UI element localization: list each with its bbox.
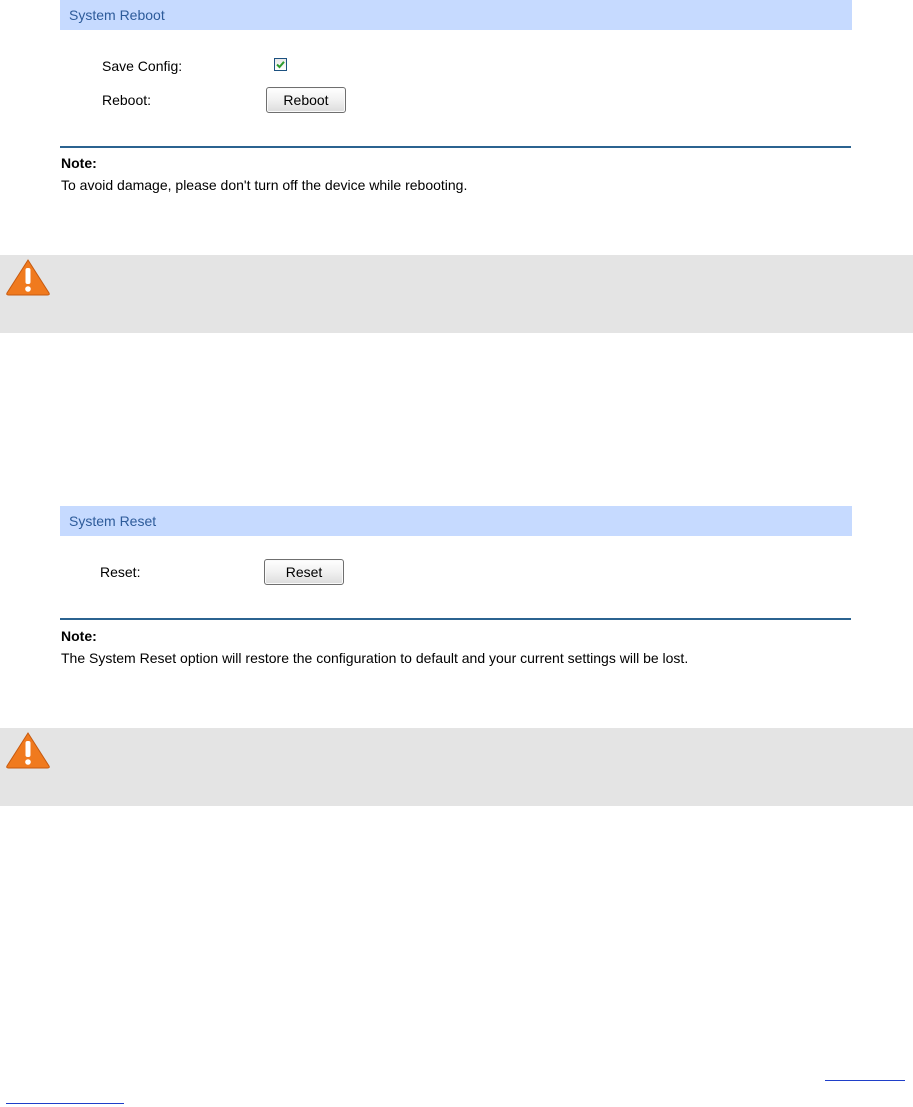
system-reset-header	[60, 506, 852, 536]
reboot-divider	[60, 146, 851, 148]
checkmark-icon	[275, 59, 286, 70]
warning-triangle-icon	[4, 257, 52, 297]
reboot-button[interactable]: Reboot	[266, 87, 346, 113]
reboot-note-title: Note:	[61, 155, 97, 171]
warning-triangle-icon	[4, 730, 52, 770]
system-reboot-header	[60, 0, 852, 30]
reset-note-title: Note:	[61, 628, 97, 644]
reboot-note-text: To avoid damage, please don't turn off the device while rebooting.	[61, 177, 468, 193]
reset-button[interactable]: Reset	[264, 559, 344, 585]
save-config-checkbox[interactable]	[274, 58, 287, 71]
reset-warning-box	[0, 728, 913, 806]
reset-divider	[60, 618, 851, 620]
system-reboot-title: System Reboot	[69, 7, 165, 23]
reboot-warning-box	[0, 255, 913, 333]
save-config-label: Save Config:	[102, 58, 183, 74]
reset-note-text: The System Reset option will restore the configuration to default and your current settings will be lost.	[61, 650, 689, 666]
footer-link-underline[interactable]	[6, 1103, 124, 1104]
system-reset-title: System Reset	[69, 513, 157, 529]
footer-link-underline[interactable]	[825, 1080, 905, 1081]
reset-label: Reset:	[100, 564, 141, 580]
reboot-label: Reboot:	[102, 92, 152, 108]
